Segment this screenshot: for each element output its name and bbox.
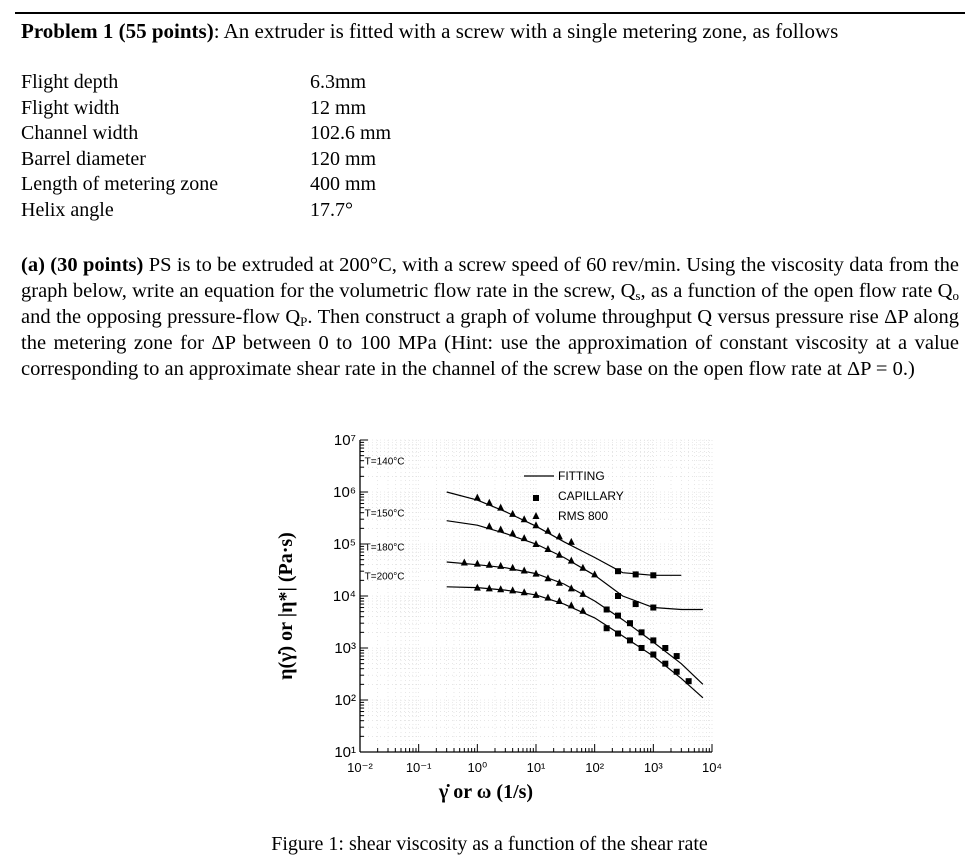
capillary-point	[627, 620, 633, 626]
part-a-paragraph	[21, 252, 959, 382]
legend-entry: CAPILLARY	[558, 489, 624, 503]
parameter-label: Barrel diameter	[21, 147, 146, 170]
parameter-value: 6.3mm	[310, 71, 367, 93]
x-tick-label: 10¹	[526, 760, 546, 775]
parameter-label: Length of metering zone	[21, 173, 219, 196]
subscript-s: s	[635, 288, 641, 303]
rms800-point	[497, 504, 504, 511]
problem-title	[21, 18, 838, 44]
parameter-row	[21, 198, 521, 224]
rms800-point	[544, 527, 551, 534]
parameter-value: 17.7°	[310, 198, 353, 221]
parameter-list	[21, 70, 521, 224]
legend-entry: RMS 800	[558, 509, 609, 523]
rms800-point	[509, 586, 516, 593]
x-tick-label: 10⁴	[701, 760, 723, 775]
parameter-value: 400 mm	[310, 173, 377, 196]
part-a-text-1: PS is to be extruded at 200°C, with a screw speed of 60 rev/min. Using the viscosity data from the graph below, write an equation for the volumetric flow rate in the screw, Q	[21, 254, 959, 302]
capillary-point	[633, 571, 639, 577]
problem-label: Problem 1 (55 points)	[21, 19, 214, 43]
legend-square-swatch	[533, 495, 539, 501]
rms800-point	[544, 594, 551, 601]
subscript-p: P	[300, 314, 308, 329]
top-rule	[15, 12, 965, 14]
rms800-point	[474, 494, 481, 501]
x-tick-label: 10⁻²	[347, 760, 373, 775]
series-label: T=140°C	[364, 456, 405, 468]
part-a-text-4: . Then construct a graph of volume throughput Q versus pressure rise ΔP along the metering zone for ΔP between 0 to 100 MPa (Hint: use the approximation of constant viscosity at a value corresponding to an approximate shear rate in the channel of the screw base on the open flow rate at ΔP = 0.)	[21, 306, 959, 380]
capillary-point	[627, 637, 633, 643]
rms800-point	[521, 588, 528, 595]
capillary-point	[662, 661, 668, 667]
capillary-point	[662, 645, 668, 651]
subscript-o: o	[952, 288, 959, 303]
viscosity-chart	[250, 422, 723, 832]
parameter-value: 102.6 mm	[310, 122, 392, 145]
viscosity-figure	[250, 422, 723, 832]
x-tick-label: 10⁰	[467, 760, 488, 775]
rms800-point	[461, 559, 468, 566]
capillary-point	[650, 572, 656, 578]
problem-text: : An extruder is fitted with a screw with a single metering zone, as follows	[213, 19, 839, 43]
rms800-point	[521, 534, 528, 541]
parameter-label: Flight width	[21, 96, 120, 119]
fitting-line	[447, 587, 703, 698]
y-tick-label: 10⁷	[333, 432, 356, 449]
parameter-label: Channel width	[21, 122, 139, 145]
y-tick-label: 10⁵	[333, 536, 356, 553]
parameter-value: 12 mm	[310, 96, 367, 119]
capillary-point	[615, 568, 621, 574]
y-tick-label: 10²	[334, 692, 356, 709]
capillary-point	[604, 625, 610, 631]
capillary-point	[615, 631, 621, 637]
parameter-row	[21, 147, 521, 173]
part-a-text-3: and the opposing pressure-flow Q	[21, 306, 301, 328]
parameter-label: Helix angle	[21, 198, 114, 221]
figure-caption	[0, 831, 979, 857]
part-a-label: (a) (30 points)	[21, 254, 144, 276]
rms800-point	[568, 601, 575, 608]
capillary-point	[639, 645, 645, 651]
rms800-point	[509, 564, 516, 571]
series-label: T=150°C	[364, 508, 405, 520]
capillary-point	[633, 601, 639, 607]
capillary-point	[615, 613, 621, 619]
parameter-row	[21, 172, 521, 198]
capillary-point	[615, 593, 621, 599]
capillary-point	[604, 607, 610, 613]
capillary-point	[650, 651, 656, 657]
capillary-point	[686, 678, 692, 684]
parameter-row	[21, 70, 521, 96]
capillary-point	[650, 605, 656, 611]
y-tick-label: 10¹	[334, 744, 356, 761]
series-label: T=200°C	[364, 571, 405, 583]
figure-caption-text: Figure 1: shear viscosity as a function of the shear rate	[271, 833, 708, 855]
rms800-point	[556, 532, 563, 539]
capillary-point	[639, 629, 645, 635]
part-a-text-2: , as a function of the open flow rate Q	[640, 280, 953, 302]
y-tick-label: 10³	[334, 640, 356, 657]
rms800-point	[497, 585, 504, 592]
rms800-point	[486, 522, 493, 529]
x-axis-label: γ̇ or ω (1/s)	[438, 781, 534, 803]
parameter-value: 120 mm	[310, 147, 377, 170]
capillary-point	[674, 669, 680, 675]
capillary-point	[674, 653, 680, 659]
rms800-point	[556, 579, 563, 586]
x-tick-label: 10³	[643, 760, 663, 775]
rms800-point	[521, 566, 528, 573]
x-tick-label: 10⁻¹	[405, 760, 432, 775]
rms800-point	[486, 499, 493, 506]
parameter-row	[21, 96, 521, 122]
x-tick-label: 10²	[585, 760, 605, 775]
rms800-point	[497, 562, 504, 569]
legend-triangle-swatch	[533, 512, 540, 519]
y-tick-label: 10⁶	[333, 484, 356, 501]
rms800-point	[509, 529, 516, 536]
y-tick-label: 10⁴	[332, 588, 356, 605]
capillary-point	[650, 637, 656, 643]
y-axis-label: η(γ̇) or |η*| (Pa·s)	[275, 532, 297, 680]
rms800-point	[568, 584, 575, 591]
rms800-point	[497, 526, 504, 533]
rms800-point	[568, 538, 575, 545]
parameter-row	[21, 121, 521, 147]
series-label: T=180°C	[364, 542, 405, 554]
rms800-point	[486, 561, 493, 568]
parameter-label: Flight depth	[21, 71, 119, 93]
legend-entry: FITTING	[558, 469, 605, 483]
